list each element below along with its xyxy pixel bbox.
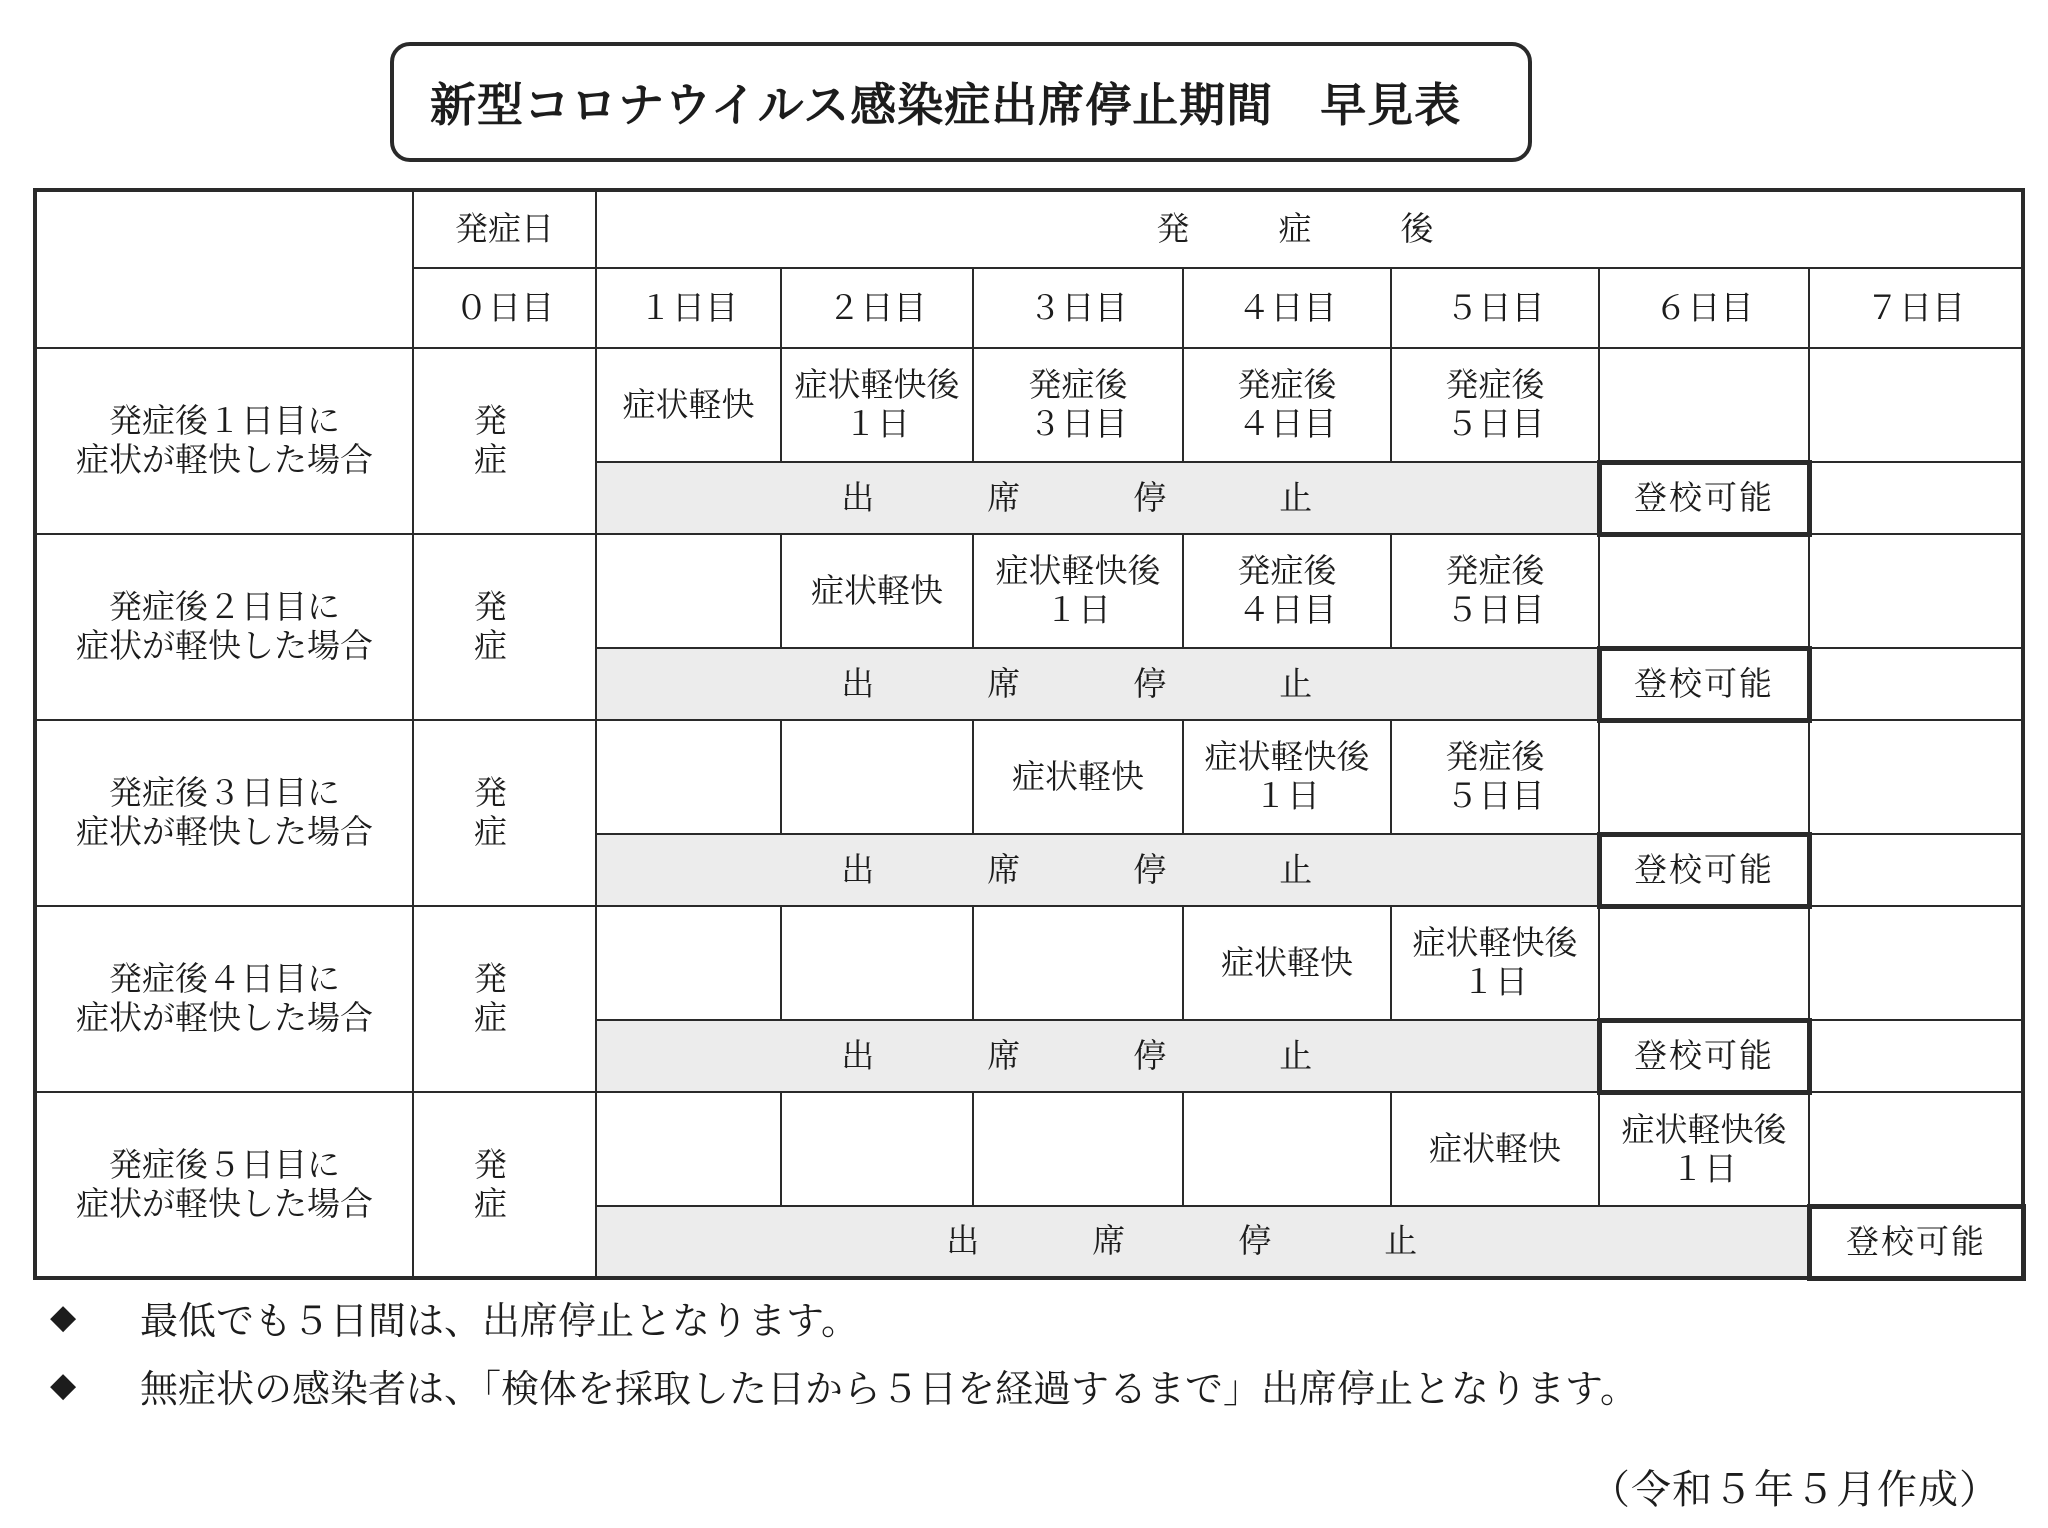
day-cell xyxy=(596,906,781,1020)
day-cell xyxy=(1391,720,1599,834)
day-cell-line1: 症状軽快後 xyxy=(1621,1109,1787,1149)
attendance-suspension-table xyxy=(33,188,2026,1281)
case-label-line2: 症状が軽快した場合 xyxy=(76,1183,373,1223)
school-ok-cell: 登校可能 xyxy=(1599,1020,1809,1092)
day-cell-line2: ５日目 xyxy=(1445,404,1545,443)
day-header: ０日目 xyxy=(413,268,596,348)
day-header: ５日目 xyxy=(1391,268,1599,348)
creation-date: （令和５年５月作成） xyxy=(1590,1467,2000,1513)
day-cell xyxy=(781,348,973,462)
day-cell-line1: 発症後 xyxy=(1028,365,1128,405)
day-cell xyxy=(596,348,781,462)
day-cell-line2: ３日目 xyxy=(1028,404,1128,443)
case-label-line2: 症状が軽快した場合 xyxy=(76,812,373,851)
day-cell xyxy=(1391,348,1599,462)
day-cell xyxy=(1809,348,2023,462)
case-label-line2: 症状が軽快した場合 xyxy=(76,440,373,479)
corner-cell xyxy=(35,190,413,348)
empty-cell xyxy=(1809,462,2023,534)
case-row xyxy=(35,1092,2023,1206)
day-cell xyxy=(973,534,1183,648)
day-header: ６日目 xyxy=(1599,268,1809,348)
day-cell-line2: １日 xyxy=(1045,590,1111,629)
school-ok-cell: 登校可能 xyxy=(1809,1206,2023,1278)
attendance-suspended-bar: 出 席 停 止 xyxy=(596,462,1599,534)
day-header: ３日目 xyxy=(973,268,1183,348)
day-cell xyxy=(1599,348,1809,462)
onset-day-header: 発症日 xyxy=(413,190,596,268)
case-label xyxy=(35,534,413,720)
day-cell xyxy=(1599,720,1809,834)
day-cell-line1: 症状軽快 xyxy=(1429,1128,1561,1168)
case-label-line1: 発症後１日目に xyxy=(109,401,340,441)
attendance-suspended-bar: 出 席 停 止 xyxy=(596,1206,1809,1278)
day-cell xyxy=(1809,906,2023,1020)
day-cell xyxy=(596,534,781,648)
day-cell xyxy=(1183,1092,1391,1206)
day-cell-line1: 発症後 xyxy=(1445,737,1545,777)
note-text: 最低でも５日間は、出席停止となります。 xyxy=(140,1298,859,1343)
day-cell xyxy=(1183,906,1391,1020)
day-cell-line1: 症状軽快後 xyxy=(794,365,960,405)
day-cell-line1: 発症後 xyxy=(1445,365,1545,405)
case-row xyxy=(35,534,2023,648)
day-cell-line2: ５日目 xyxy=(1445,590,1545,629)
day-cell xyxy=(1391,534,1599,648)
note-text: 無症状の感染者は、「検体を採取した日から５日を経過するまで」出席停止となります。 xyxy=(140,1366,1638,1411)
school-ok-cell: 登校可能 xyxy=(1599,462,1809,534)
day-cell-line2: ４日目 xyxy=(1237,590,1337,629)
case-label-line1: 発症後５日目に xyxy=(109,1144,340,1184)
onset-cell: 発 症 xyxy=(413,1092,596,1278)
case-label xyxy=(35,1092,413,1278)
case-label-line2: 症状が軽快した場合 xyxy=(76,626,373,665)
day-cell xyxy=(596,1092,781,1206)
day-cell xyxy=(1809,720,2023,834)
attendance-suspended-bar: 出 席 停 止 xyxy=(596,1020,1599,1092)
case-row xyxy=(35,906,2023,1020)
note-item xyxy=(48,1283,2008,1351)
note-item xyxy=(48,1351,2008,1419)
school-ok-cell: 登校可能 xyxy=(1599,648,1809,720)
day-cell xyxy=(1809,1092,2023,1206)
day-cell-line2: １日 xyxy=(1462,962,1528,1001)
day-cell xyxy=(1183,720,1391,834)
day-cell-line1: 症状軽快後 xyxy=(1204,737,1370,777)
attendance-suspended-bar: 出 席 停 止 xyxy=(596,834,1599,906)
header-row xyxy=(35,190,2023,268)
day-cell xyxy=(1599,534,1809,648)
day-cell xyxy=(596,720,781,834)
day-cell-line1: 症状軽快後 xyxy=(1412,923,1578,963)
day-cell xyxy=(1183,534,1391,648)
day-cell-line1: 発症後 xyxy=(1237,365,1337,405)
day-header: ２日目 xyxy=(781,268,973,348)
onset-cell: 発 症 xyxy=(413,720,596,906)
onset-cell: 発 症 xyxy=(413,906,596,1092)
day-cell xyxy=(1599,1092,1809,1206)
day-cell xyxy=(781,720,973,834)
onset-cell: 発 症 xyxy=(413,534,596,720)
day-cell-line1: 発症後 xyxy=(1237,551,1337,591)
case-label-line1: 発症後２日目に xyxy=(109,587,340,627)
day-cell xyxy=(781,906,973,1020)
school-ok-cell: 登校可能 xyxy=(1599,834,1809,906)
day-cell-line1: 症状軽快 xyxy=(1012,756,1144,796)
day-cell-line2: ４日目 xyxy=(1237,404,1337,443)
day-header: ７日目 xyxy=(1809,268,2023,348)
case-label xyxy=(35,906,413,1092)
case-label-line1: 発症後３日目に xyxy=(109,773,340,813)
day-cell-line1: 症状軽快 xyxy=(622,384,755,424)
day-cell xyxy=(781,1092,973,1206)
day-cell xyxy=(973,348,1183,462)
diamond-bullet-icon: ◆ xyxy=(50,1365,77,1405)
day-cell-line1: 症状軽快後 xyxy=(995,551,1161,591)
day-cell-line2: １日 xyxy=(1254,776,1320,815)
day-cell-line2: １日 xyxy=(1671,1148,1737,1188)
day-cell xyxy=(1809,534,2023,648)
case-label-line2: 症状が軽快した場合 xyxy=(76,998,373,1037)
empty-cell xyxy=(1809,648,2023,720)
day-header: ４日目 xyxy=(1183,268,1391,348)
day-cell xyxy=(1391,1092,1599,1206)
attendance-suspended-bar: 出 席 停 止 xyxy=(596,648,1599,720)
day-cell xyxy=(973,720,1183,834)
day-cell-line1: 症状軽快 xyxy=(811,570,943,610)
day-cell xyxy=(973,1092,1183,1206)
day-cell-line1: 症状軽快 xyxy=(1221,942,1353,982)
page-title: 新型コロナウイルス感染症出席停止期間 早見表 xyxy=(390,42,1532,162)
day-cell xyxy=(973,906,1183,1020)
diamond-bullet-icon: ◆ xyxy=(50,1297,77,1337)
day-cell-line1: 発症後 xyxy=(1445,551,1545,591)
day-cell xyxy=(1391,906,1599,1020)
notes xyxy=(48,1283,2008,1419)
day-header: １日目 xyxy=(596,268,781,348)
day-cell-line2: １日 xyxy=(844,404,910,443)
case-row xyxy=(35,720,2023,834)
day-cell-line2: ５日目 xyxy=(1445,776,1545,815)
case-row xyxy=(35,348,2023,462)
day-cell xyxy=(1183,348,1391,462)
after-onset-header: 発 症 後 xyxy=(596,190,2023,268)
onset-cell: 発 症 xyxy=(413,348,596,534)
case-label xyxy=(35,348,413,534)
day-cell xyxy=(781,534,973,648)
day-cell xyxy=(1599,906,1809,1020)
empty-cell xyxy=(1809,834,2023,906)
case-label-line1: 発症後４日目に xyxy=(109,959,340,999)
empty-cell xyxy=(1809,1020,2023,1092)
case-label xyxy=(35,720,413,906)
